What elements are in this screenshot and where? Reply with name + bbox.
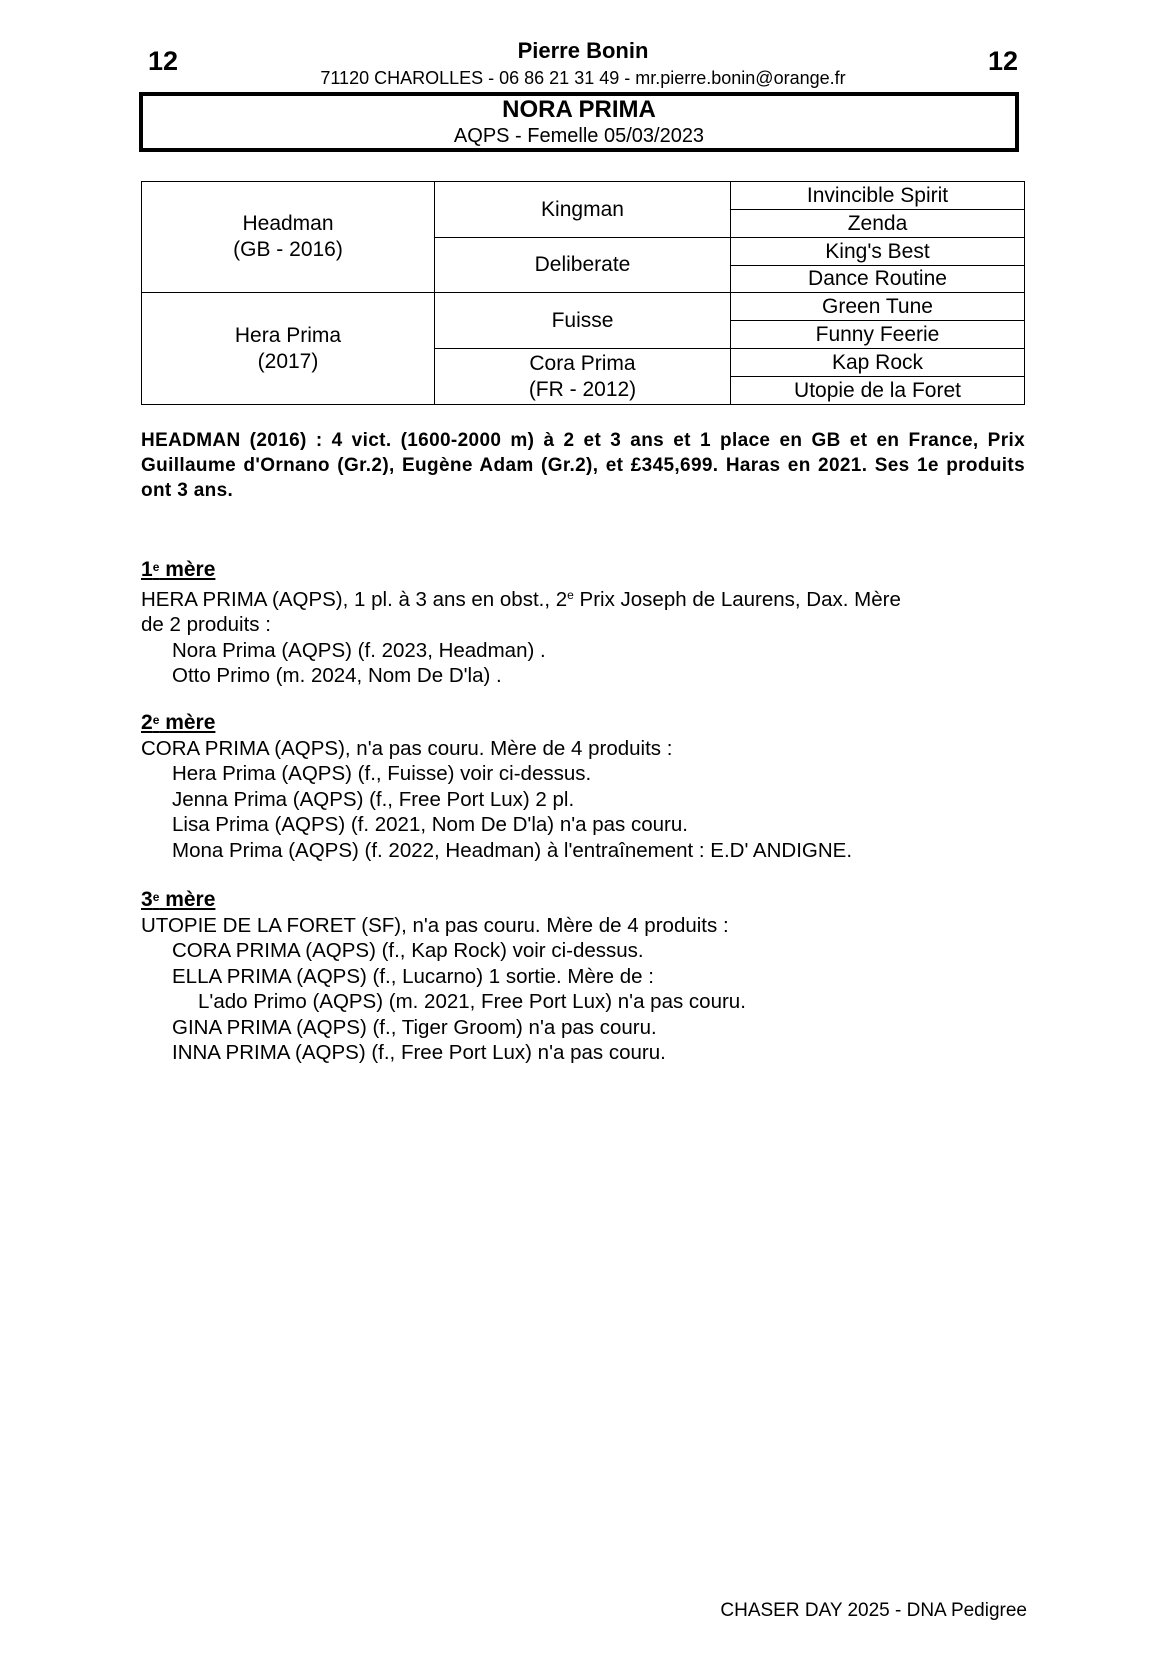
sire-notes: HEADMAN (2016) : 4 vict. (1600-2000 m) à 2 et 3 ans et 1 place en GB et en France, Prix Guillaume d'Ornano (Gr.2), Eugène Adam (Gr.2), et £345,699. Haras en 2021. Ses 1e produits ont 3 ans. [141, 430, 1025, 501]
pedigree-dam-sire [434, 292, 731, 349]
pedigree-sire-dam [434, 237, 731, 293]
third-dam-heading: 3e mère [141, 888, 216, 911]
sire-dam-name: Deliberate [534, 253, 631, 276]
dam-detail: (2017) [257, 349, 319, 373]
produce-item: INNA PRIMA (AQPS) (f., Free Port Lux) n'a pas couru. [172, 1041, 666, 1064]
consignor-name: Pierre Bonin [517, 38, 649, 63]
gen3-name: Funny Feerie [815, 322, 940, 346]
third-dam-section [141, 885, 1041, 1066]
sire-detail: (GB - 2016) [233, 238, 343, 261]
produce-item: Nora Prima (AQPS) (f. 2023, Headman) . [172, 638, 546, 662]
sire-name: Headman [242, 212, 334, 235]
horse-subtitle: AQPS - Femelle 05/03/2023 [453, 125, 705, 147]
pedigree-table [141, 181, 1025, 405]
pedigree-gen3 [730, 237, 1025, 266]
gen3-name: Kap Rock [831, 350, 924, 374]
pedigree-gen3 [730, 265, 1025, 293]
lot-number-right: 12 [987, 46, 1018, 76]
produce-item: Lisa Prima (AQPS) (f. 2021, Nom De D'la) n'a pas couru. [172, 813, 688, 836]
produce-item: Hera Prima (AQPS) (f., Fuisse) voir ci-dessus. [172, 762, 592, 785]
footer-text: CHASER DAY 2025 - DNA Pedigree [720, 1600, 1027, 1621]
produce-item: Mona Prima (AQPS) (f. 2022, Headman) à l'entraînement : E.D' ANDIGNE. [172, 838, 853, 862]
gen3-name: Utopie de la Foret [794, 378, 961, 402]
dam-dam-detail: (FR - 2012) [528, 377, 637, 401]
pedigree-gen3 [730, 348, 1025, 377]
produce-item: ELLA PRIMA (AQPS) (f., Lucarno) 1 sortie. Mère de : [172, 964, 654, 988]
first-dam-section [141, 555, 1041, 689]
lot-number-left: 12 [148, 46, 179, 76]
pedigree-dam-dam [434, 348, 731, 405]
gen3-name: Zenda [847, 211, 908, 235]
pedigree-sire-sire [434, 181, 731, 238]
pedigree-gen3 [730, 376, 1025, 405]
pedigree-gen3 [730, 320, 1025, 349]
gen3-name: Invincible Spirit [806, 183, 949, 207]
pedigree-dam [141, 292, 435, 405]
second-dam-section [141, 708, 1041, 863]
sire-sire-name: Kingman [541, 197, 624, 221]
pedigree-gen3 [730, 209, 1025, 238]
first-dam-heading: 1e mère [141, 558, 216, 581]
produce-item: Jenna Prima (AQPS) (f., Free Port Lux) 2 pl. [172, 787, 575, 811]
pedigree-sire [141, 181, 435, 293]
horse-name: NORA PRIMA [502, 96, 656, 123]
gen3-name: King's Best [825, 239, 930, 263]
second-dam-heading: 2e mère [141, 711, 216, 734]
second-dam-intro: CORA PRIMA (AQPS), n'a pas couru. Mère de 4 produits : [141, 736, 673, 760]
dam-name: Hera Prima [234, 323, 342, 347]
first-dam-intro-cont: de 2 produits : [141, 613, 271, 636]
gen3-name: Dance Routine [808, 267, 947, 290]
pedigree-gen3 [730, 292, 1025, 321]
dam-dam-name: Cora Prima [529, 351, 636, 375]
horse-title-box [139, 92, 1019, 152]
consignor-contact: 71120 CHAROLLES - 06 86 21 31 49 - mr.pierre.bonin@orange.fr [320, 68, 846, 88]
produce-item: Otto Primo (m. 2024, Nom De D'la) . [172, 664, 502, 687]
third-dam-intro: UTOPIE DE LA FORET (SF), n'a pas couru. Mère de 4 produits : [141, 913, 729, 937]
gen3-name: Green Tune [822, 294, 933, 318]
produce-item: GINA PRIMA (AQPS) (f., Tiger Groom) n'a pas couru. [172, 1015, 657, 1039]
first-dam-intro: HERA PRIMA (AQPS), 1 pl. à 3 ans en obst., 2e Prix Joseph de Laurens, Dax. Mère [141, 587, 901, 611]
dam-sire-name: Fuisse [551, 308, 614, 332]
pedigree-gen3 [730, 181, 1025, 210]
produce-item: L'ado Primo (AQPS) (m. 2021, Free Port Lux) n'a pas couru. [198, 990, 746, 1013]
produce-item: CORA PRIMA (AQPS) (f., Kap Rock) voir ci-dessus. [172, 939, 644, 962]
